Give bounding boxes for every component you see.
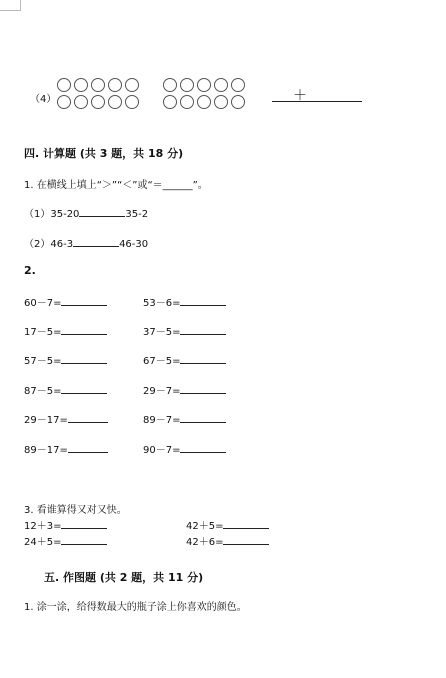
answer-blank[interactable] [180, 325, 226, 335]
q3-row-1-right [186, 517, 269, 532]
q3-row-2-right [186, 533, 269, 548]
q1-item-2-suffix: 46-30 [119, 239, 149, 250]
q2-row-4-right [143, 382, 226, 397]
q1-item-2-prefix: （2）46-3 [24, 239, 74, 250]
equation: 42＋6= [186, 537, 224, 548]
equation: 53－6= [143, 298, 181, 309]
answer-blank[interactable] [180, 413, 226, 423]
circle [231, 95, 245, 109]
section5-q1-prompt: 1. 涂一涂，给得数最大的瓶子涂上你喜欢的颜色。 [24, 602, 247, 613]
answer-blank[interactable] [61, 296, 107, 306]
circle [74, 78, 88, 92]
q1-item-1 [24, 205, 148, 220]
equation: 89－7= [143, 415, 181, 426]
answer-blank[interactable] [68, 443, 108, 453]
equation: 17－5= [24, 327, 62, 338]
circle-group-right [163, 78, 246, 109]
answer-blank[interactable] [79, 207, 125, 217]
answer-blank[interactable] [68, 413, 108, 423]
q1-prompt: 1. 在横线上填上“＞”“＜”或“＝______”。 [24, 180, 208, 191]
q2-row-2-left [24, 323, 107, 338]
q2-row-1-left [24, 294, 107, 309]
q2-row-3-right [143, 352, 226, 367]
circle [214, 95, 228, 109]
section4-title: 四. 计算题 (共 3 题，共 18 分) [24, 147, 184, 160]
equation: 29－7= [143, 386, 181, 397]
circle [197, 95, 211, 109]
q2-label: 2. [24, 264, 36, 277]
answer-blank[interactable] [223, 535, 269, 545]
circle [231, 78, 245, 92]
q2-row-6-right [143, 441, 226, 456]
answer-blank[interactable] [180, 443, 226, 453]
circle-group-left [57, 78, 140, 109]
q2-row-1-right [143, 294, 226, 309]
plus-sign: ＋ [293, 88, 307, 104]
q1-item-1-prefix: （1）35-20 [24, 209, 80, 220]
circle [91, 78, 105, 92]
equation: 89－17= [24, 445, 68, 456]
circle [180, 78, 194, 92]
circle [108, 78, 122, 92]
circle [57, 95, 71, 109]
q3-row-1-left [24, 517, 107, 532]
circle [74, 95, 88, 109]
circle [163, 78, 177, 92]
q2-row-5-left [24, 411, 108, 426]
q3-row-2-left [24, 533, 107, 548]
equation: 60－7= [24, 298, 62, 309]
equation: 37－5= [143, 327, 181, 338]
circle [125, 78, 139, 92]
equation: 57－5= [24, 356, 62, 367]
circle [197, 78, 211, 92]
answer-blank[interactable] [180, 296, 226, 306]
answer-blank[interactable] [223, 519, 269, 529]
answer-blank[interactable] [61, 354, 107, 364]
equation: 67－5= [143, 356, 181, 367]
equation: 24＋5= [24, 537, 62, 548]
q2-row-6-left [24, 441, 108, 456]
page-corner-mark [0, 0, 21, 11]
q1-item-1-suffix: 35-2 [125, 209, 149, 220]
item4-label: （4） [30, 94, 57, 105]
answer-blank[interactable] [61, 325, 107, 335]
circle [108, 95, 122, 109]
circle [180, 95, 194, 109]
circle [91, 95, 105, 109]
answer-blank[interactable] [61, 384, 107, 394]
answer-blank[interactable] [61, 519, 107, 529]
answer-line[interactable] [272, 101, 362, 102]
q1-item-2 [24, 235, 148, 250]
q3-prompt: 3. 看谁算得又对又快。 [24, 505, 127, 516]
q2-row-2-right [143, 323, 226, 338]
circle [125, 95, 139, 109]
circle [57, 78, 71, 92]
circle [163, 95, 177, 109]
equation: 87－5= [24, 386, 62, 397]
answer-blank[interactable] [73, 237, 119, 247]
circle [214, 78, 228, 92]
q2-row-5-right [143, 411, 226, 426]
equation: 90－7= [143, 445, 181, 456]
q2-row-3-left [24, 352, 107, 367]
equation: 42＋5= [186, 521, 224, 532]
q2-row-4-left [24, 382, 107, 397]
equation: 29－17= [24, 415, 68, 426]
answer-blank[interactable] [180, 384, 226, 394]
section5-title: 五. 作图题 (共 2 题，共 11 分) [44, 571, 204, 584]
answer-blank[interactable] [180, 354, 226, 364]
answer-blank[interactable] [61, 535, 107, 545]
equation: 12＋3= [24, 521, 62, 532]
